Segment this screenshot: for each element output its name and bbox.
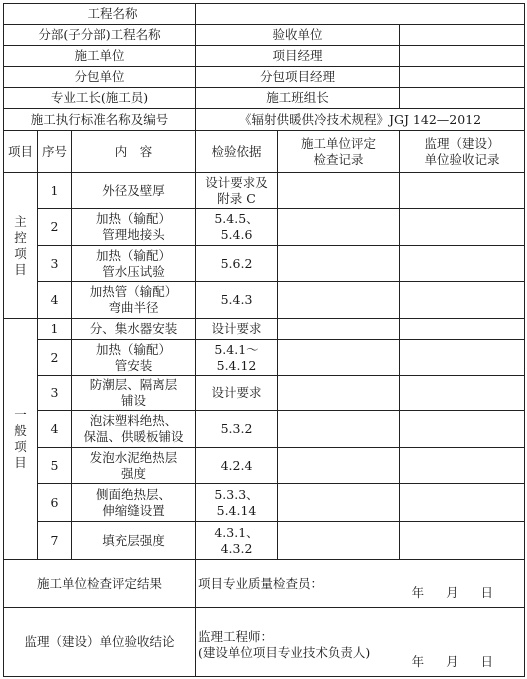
item-basis-line: 5.4.3 bbox=[220, 292, 253, 307]
general-category-label bbox=[4, 319, 38, 560]
supervisor-record-cell[interactable] bbox=[400, 173, 525, 209]
supervisor-record-cell[interactable] bbox=[400, 376, 525, 411]
item-basis bbox=[196, 319, 278, 340]
row-subcontract-unit bbox=[4, 67, 525, 88]
supervisor-engineer-label: 监理工程师： bbox=[198, 629, 274, 644]
item-content-line: 伸缩缝设置 bbox=[102, 502, 165, 518]
column-no-header: 序号 bbox=[38, 131, 72, 173]
contractor-record-cell[interactable] bbox=[278, 173, 400, 209]
item-basis-line: 5.4.12 bbox=[216, 357, 257, 373]
contractor-record-cell[interactable] bbox=[278, 319, 400, 340]
contractor-record-cell[interactable] bbox=[278, 376, 400, 411]
main-category-label bbox=[4, 173, 38, 319]
contractor-record-cell[interactable] bbox=[278, 448, 400, 484]
item-basis bbox=[196, 173, 278, 209]
item-content-line: 加热（输配） bbox=[96, 341, 172, 357]
contractor-record-cell[interactable] bbox=[278, 522, 400, 560]
row-construction-unit bbox=[4, 46, 525, 67]
supervisor-record-cell[interactable] bbox=[400, 282, 525, 319]
supervisor-record-cell[interactable] bbox=[400, 522, 525, 560]
item-number: 3 bbox=[38, 246, 72, 282]
contractor-result-signature-cell[interactable] bbox=[196, 560, 525, 608]
supervisor-record-header-line-2: 单位验收记录 bbox=[424, 151, 500, 167]
sub-project-label: 分部(子分部)工程名称 bbox=[4, 25, 196, 46]
contractor-result-label: 施工单位检查评定结果 bbox=[4, 560, 196, 608]
supervisor-conclusion-signature-cell[interactable] bbox=[196, 608, 525, 677]
item-content-line: 管安装 bbox=[114, 357, 153, 373]
general-item-row bbox=[4, 340, 525, 376]
column-supervisor-record-header bbox=[400, 131, 525, 173]
item-content bbox=[72, 209, 196, 246]
general-item-row bbox=[4, 319, 525, 340]
item-number: 5 bbox=[38, 448, 72, 484]
item-content bbox=[72, 173, 196, 209]
supervisor-record-cell[interactable] bbox=[400, 411, 525, 448]
item-content-line: 铺设 bbox=[121, 393, 147, 408]
item-basis bbox=[196, 340, 278, 376]
supervisor-conclusion-date: 年 月 日 bbox=[411, 654, 503, 669]
item-basis-line: 4.3.2 bbox=[220, 540, 253, 556]
item-content bbox=[72, 522, 196, 560]
main-item-row bbox=[4, 209, 525, 246]
item-basis bbox=[196, 246, 278, 282]
item-basis-line: 5.6.2 bbox=[220, 255, 253, 271]
item-number: 2 bbox=[38, 209, 72, 246]
standard-value: 《辐射供暖供冷技术规程》JGJ 142—2012 bbox=[196, 109, 525, 131]
contractor-record-cell[interactable] bbox=[278, 282, 400, 319]
item-content-line: 强度 bbox=[121, 465, 147, 481]
team-leader-value[interactable] bbox=[400, 88, 525, 109]
column-basis-header: 检验依据 bbox=[196, 131, 278, 173]
standard-label: 施工执行标准名称及编号 bbox=[4, 109, 196, 131]
item-content-line: 外径及壁厚 bbox=[102, 182, 165, 198]
general-item-row bbox=[4, 522, 525, 560]
item-content-line: 保温、供暖板铺设 bbox=[83, 429, 184, 444]
project-manager-label: 项目经理 bbox=[196, 46, 400, 67]
main-category-char: 目 bbox=[14, 261, 27, 277]
item-basis-line: 附录 C bbox=[217, 190, 256, 206]
row-foreman bbox=[4, 88, 525, 109]
item-basis-line: 5.4.14 bbox=[216, 502, 257, 518]
item-basis-line: 5.4.6 bbox=[220, 227, 253, 242]
general-category-char: 目 bbox=[14, 455, 27, 470]
row-contractor-result bbox=[4, 560, 525, 608]
row-standard bbox=[4, 109, 525, 131]
item-number: 7 bbox=[38, 522, 72, 560]
column-item-header: 项目 bbox=[4, 131, 38, 173]
contractor-record-header-line-1: 施工单位评定 bbox=[301, 135, 377, 151]
item-content-line: 管水压试验 bbox=[102, 263, 165, 279]
item-number: 4 bbox=[38, 411, 72, 448]
item-basis-line: 5.4.1～ bbox=[214, 341, 259, 357]
item-content-line: 加热（输配） bbox=[96, 211, 172, 226]
item-content bbox=[72, 282, 196, 319]
item-basis-line: 5.3.3、 bbox=[214, 486, 259, 502]
contractor-record-header-line-2: 检查记录 bbox=[313, 151, 364, 167]
item-basis bbox=[196, 376, 278, 411]
foreman-label: 专业工长(施工员) bbox=[4, 88, 196, 109]
contractor-record-cell[interactable] bbox=[278, 246, 400, 282]
item-content bbox=[72, 484, 196, 522]
owner-rep-label: (建设单位项目专业技术负责人) bbox=[198, 645, 371, 660]
main-category-char: 主 bbox=[14, 213, 27, 229]
item-content-line: 发泡水泥绝热层 bbox=[89, 449, 178, 465]
item-content-line: 加热（输配） bbox=[96, 247, 172, 263]
item-basis-line: 设计要求 bbox=[211, 321, 262, 336]
supervisor-record-cell[interactable] bbox=[400, 340, 525, 376]
item-basis bbox=[196, 209, 278, 246]
item-number: 4 bbox=[38, 282, 72, 319]
supervisor-record-header-line-1: 监理（建设） bbox=[424, 135, 500, 151]
column-contractor-record-header bbox=[278, 131, 400, 173]
item-basis-line: 设计要求 bbox=[211, 385, 262, 400]
project-name-value[interactable] bbox=[196, 4, 525, 25]
item-basis bbox=[196, 448, 278, 484]
item-basis bbox=[196, 522, 278, 560]
item-content-line: 侧面绝热层、 bbox=[96, 486, 172, 502]
main-category-char: 项 bbox=[14, 245, 27, 261]
item-basis-line: 4.2.4 bbox=[220, 457, 253, 473]
acceptance-unit-label: 验收单位 bbox=[196, 25, 400, 46]
item-content-line: 填充层强度 bbox=[102, 532, 165, 548]
item-basis-line: 5.4.5、 bbox=[214, 211, 259, 226]
column-content-header: 内 容 bbox=[72, 131, 196, 173]
supervisor-record-cell[interactable] bbox=[400, 319, 525, 340]
item-number: 3 bbox=[38, 376, 72, 411]
general-item-row bbox=[4, 448, 525, 484]
item-content-line: 弯曲半径 bbox=[108, 300, 159, 315]
construction-unit-label: 施工单位 bbox=[4, 46, 196, 67]
item-basis bbox=[196, 282, 278, 319]
main-item-row bbox=[4, 246, 525, 282]
item-basis-line: 设计要求及 bbox=[205, 174, 268, 190]
item-content bbox=[72, 319, 196, 340]
row-column-headers bbox=[4, 131, 525, 173]
general-category-char: 一 bbox=[14, 407, 27, 422]
row-supervisor-conclusion bbox=[4, 608, 525, 677]
item-content bbox=[72, 340, 196, 376]
contractor-result-date: 年 月 日 bbox=[411, 585, 503, 600]
contractor-record-cell[interactable] bbox=[278, 340, 400, 376]
supervisor-record-cell[interactable] bbox=[400, 484, 525, 522]
supervisor-record-cell[interactable] bbox=[400, 448, 525, 484]
item-basis-line: 5.3.2 bbox=[220, 421, 253, 436]
item-number: 2 bbox=[38, 340, 72, 376]
item-content bbox=[72, 411, 196, 448]
item-basis bbox=[196, 484, 278, 522]
supervisor-conclusion-label: 监理（建设）单位验收结论 bbox=[4, 608, 196, 677]
item-number: 6 bbox=[38, 484, 72, 522]
item-content bbox=[72, 246, 196, 282]
item-basis bbox=[196, 411, 278, 448]
item-content-line: 加热管（输配） bbox=[89, 284, 178, 299]
supervisor-record-cell[interactable] bbox=[400, 209, 525, 246]
general-category-char: 项 bbox=[14, 439, 27, 454]
item-number: 1 bbox=[38, 173, 72, 209]
subcontract-unit-label: 分包单位 bbox=[4, 67, 196, 88]
main-item-row bbox=[4, 173, 525, 209]
inspection-record-table bbox=[3, 3, 525, 677]
item-number: 1 bbox=[38, 319, 72, 340]
general-item-row bbox=[4, 411, 525, 448]
subcontract-manager-value[interactable] bbox=[400, 67, 525, 88]
item-content-line: 泡沫塑料绝热、 bbox=[89, 413, 178, 428]
item-basis-line: 4.3.1、 bbox=[214, 524, 259, 540]
project-manager-value[interactable] bbox=[400, 46, 525, 67]
main-category-char: 控 bbox=[14, 229, 27, 245]
item-content-line: 防潮层、隔离层 bbox=[89, 377, 178, 392]
contractor-record-cell[interactable] bbox=[278, 411, 400, 448]
subcontract-manager-label: 分包项目经理 bbox=[196, 67, 400, 88]
project-name-label: 工程名称 bbox=[4, 4, 196, 25]
row-project-name bbox=[4, 4, 525, 25]
item-content-line: 管理地接头 bbox=[102, 227, 165, 242]
contractor-record-cell[interactable] bbox=[278, 209, 400, 246]
team-leader-label: 施工班组长 bbox=[196, 88, 400, 109]
row-sub-project bbox=[4, 25, 525, 46]
general-item-row bbox=[4, 484, 525, 522]
general-category-char: 般 bbox=[14, 423, 27, 438]
item-content-line: 分、集水器安装 bbox=[89, 321, 178, 336]
item-content bbox=[72, 448, 196, 484]
main-item-row bbox=[4, 282, 525, 319]
supervisor-record-cell[interactable] bbox=[400, 246, 525, 282]
inspection-form-sheet bbox=[3, 3, 524, 676]
item-content bbox=[72, 376, 196, 411]
general-item-row bbox=[4, 376, 525, 411]
inspector-label: 项目专业质量检查员： bbox=[198, 575, 324, 591]
acceptance-unit-value[interactable] bbox=[400, 25, 525, 46]
contractor-record-cell[interactable] bbox=[278, 484, 400, 522]
